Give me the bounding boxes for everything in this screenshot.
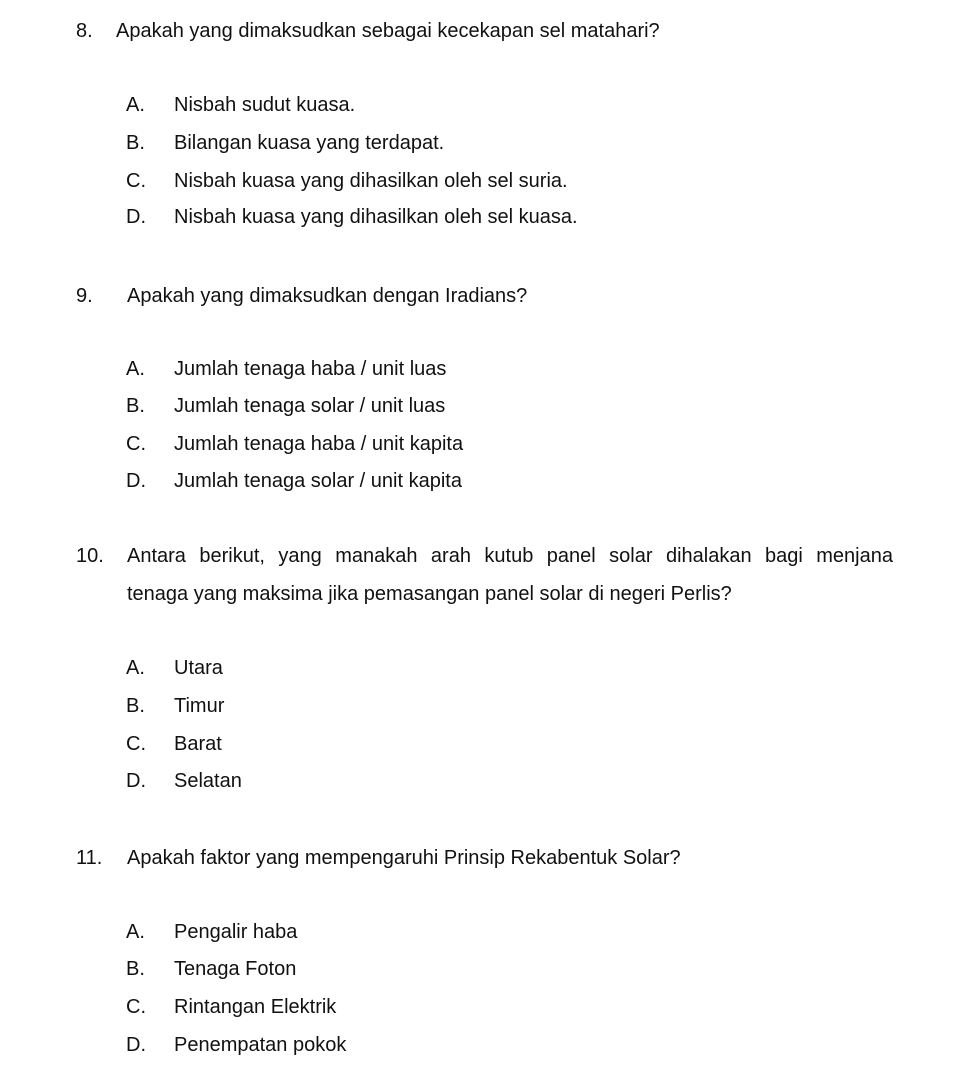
- option-letter: C.: [126, 433, 146, 455]
- question-number: 9.: [76, 285, 93, 307]
- question-text-line-1: Antara berikut, yang manakah arah kutub panel solar dihalakan bagi menjana: [127, 545, 893, 567]
- option-text: Selatan: [174, 770, 242, 792]
- question-number: 11.: [76, 847, 103, 869]
- question-text: Apakah yang dimaksudkan sebagai kecekapan sel matahari?: [116, 20, 660, 42]
- option-letter: C.: [126, 996, 146, 1018]
- option-text: Barat: [174, 733, 222, 755]
- option-text: Rintangan Elektrik: [174, 996, 337, 1018]
- option-letter: B.: [126, 395, 145, 417]
- option-text: Nisbah kuasa yang dihasilkan oleh sel suria.: [174, 170, 568, 192]
- option-letter: A.: [126, 657, 145, 679]
- option-letter: D.: [126, 770, 146, 792]
- option-text: Pengalir haba: [174, 921, 298, 943]
- question-number: 10.: [76, 545, 104, 567]
- option-letter: B.: [126, 695, 145, 717]
- option-letter: D.: [126, 1034, 146, 1056]
- option-letter: D.: [126, 470, 146, 492]
- option-text: Nisbah kuasa yang dihasilkan oleh sel kuasa.: [174, 206, 578, 228]
- option-text: Bilangan kuasa yang terdapat.: [174, 132, 445, 154]
- option-text: Jumlah tenaga solar / unit kapita: [174, 470, 462, 492]
- option-letter: C.: [126, 733, 146, 755]
- question-number: 8.: [76, 20, 93, 42]
- option-text: Utara: [174, 657, 223, 679]
- option-text: Tenaga Foton: [174, 958, 297, 980]
- option-letter: A.: [126, 921, 145, 943]
- option-letter: A.: [126, 358, 145, 380]
- option-text: Jumlah tenaga solar / unit luas: [174, 395, 446, 417]
- option-letter: D.: [126, 206, 146, 228]
- option-text: Nisbah sudut kuasa.: [174, 94, 356, 116]
- option-text: Jumlah tenaga haba / unit kapita: [174, 433, 464, 455]
- question-text: Apakah yang dimaksudkan dengan Iradians?: [127, 285, 528, 307]
- option-text: Penempatan pokok: [174, 1034, 347, 1056]
- option-letter: C.: [126, 170, 146, 192]
- option-letter: B.: [126, 958, 145, 980]
- option-text: Jumlah tenaga haba / unit luas: [174, 358, 447, 380]
- option-letter: A.: [126, 94, 145, 116]
- option-text: Timur: [174, 695, 225, 717]
- option-letter: B.: [126, 132, 145, 154]
- question-text: Apakah faktor yang mempengaruhi Prinsip Rekabentuk Solar?: [127, 847, 681, 869]
- question-text-line-2: tenaga yang maksima jika pemasangan panel solar di negeri Perlis?: [127, 583, 732, 605]
